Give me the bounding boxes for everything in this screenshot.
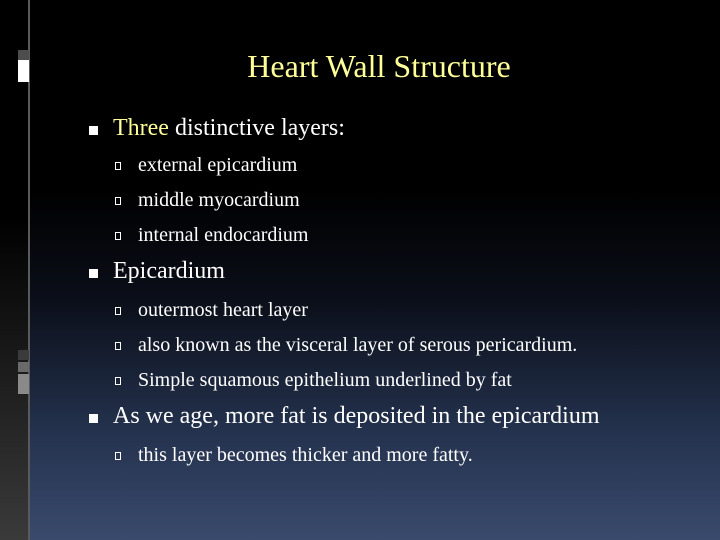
hollow-square-bullet-icon [115,377,121,385]
square-bullet-icon [89,126,98,135]
decorative-square [18,350,29,360]
slide-title: Heart Wall Structure [247,48,511,84]
decorative-square [18,362,29,372]
square-bullet-icon [89,414,98,423]
hollow-square-bullet-icon [115,342,121,350]
sub-bullet-text: internal endocardium [138,224,309,246]
bullet-text: Epicardium [113,258,225,284]
decorative-square [18,374,29,394]
square-bullet-icon [89,269,98,278]
sub-bullet-text: outermost heart layer [138,299,308,321]
hollow-square-bullet-icon [115,162,121,170]
hollow-square-bullet-icon [115,232,121,240]
sub-bullet-text: middle myocardium [138,189,300,211]
bullet-text [113,115,345,142]
sub-bullet-text: this layer becomes thicker and more fatty. [138,444,473,466]
sub-bullet-text: external epicardium [138,154,298,176]
hollow-square-bullet-icon [115,197,121,205]
sub-bullet-text: Simple squamous epithelium underlined by fat [138,369,512,391]
bullet-text-rest: distinctive layers: [168,115,345,141]
bullet-accent-word: Three [113,115,169,141]
sub-bullet-text: also known as the visceral layer of serous pericardium. [138,334,578,356]
bullet-text: As we age, more fat is deposited in the epicardium [113,403,600,429]
hollow-square-bullet-icon [115,452,121,460]
hollow-square-bullet-icon [115,307,121,315]
